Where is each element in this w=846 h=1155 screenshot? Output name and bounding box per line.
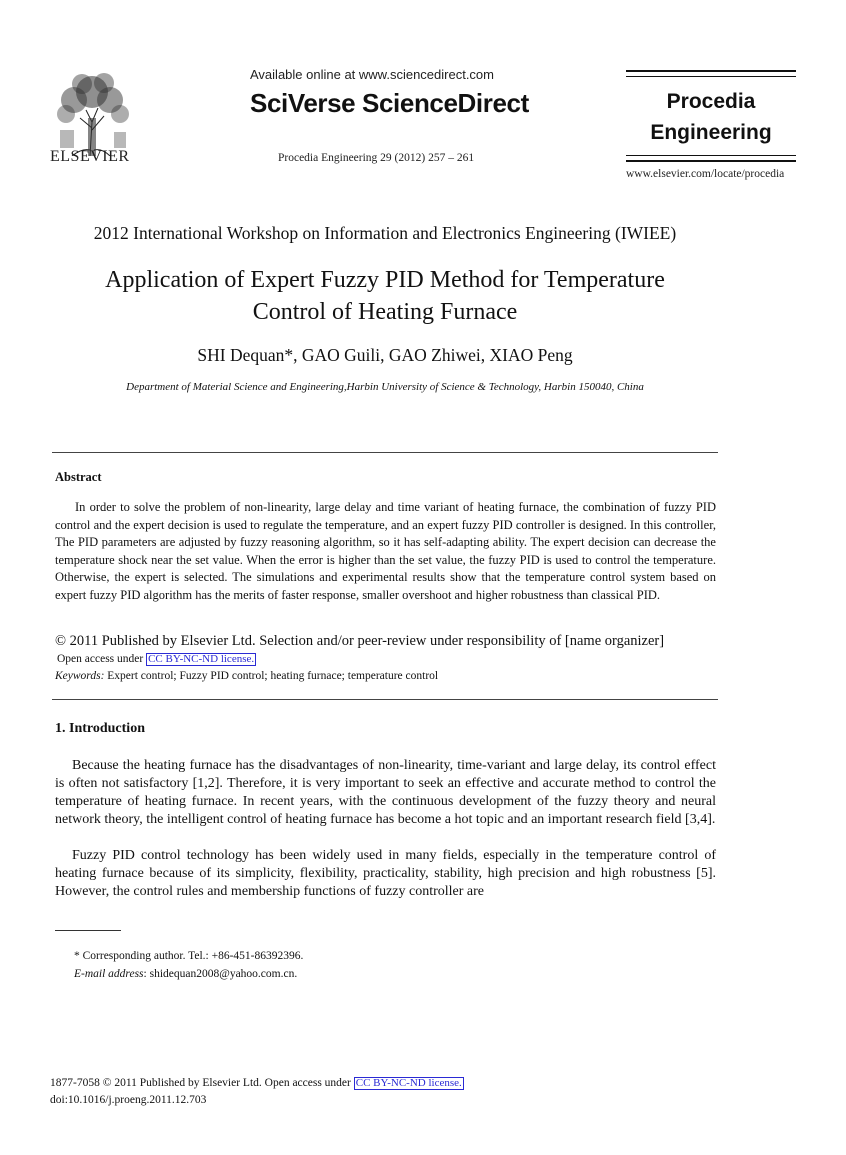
affiliation: Department of Material Science and Engineering,Harbin University of Science & Technology, Harbin 150040, China [126, 381, 644, 393]
footer-issn-line [50, 1077, 464, 1090]
footnote-rule [55, 930, 121, 931]
sciencedirect-brand: SciVerse ScienceDirect [250, 88, 529, 118]
journal-name [626, 86, 796, 148]
keywords-list: Expert control; Fuzzy PID control; heating furnace; temperature control [107, 670, 439, 682]
journal-box-bottom-rule-thin [626, 155, 796, 156]
abstract-heading: Abstract [55, 470, 102, 484]
abstract-top-rule [52, 452, 718, 453]
journal-box-top-rule [626, 70, 796, 72]
footnote-email [74, 968, 297, 980]
journal-box-bottom-rule [626, 160, 796, 162]
footnote-corresponding: * Corresponding author. Tel.: +86-451-86392396. [74, 950, 304, 962]
intro-paragraph-1: Because the heating furnace has the disadvantages of non-linearity, time-variant and large delay, its control effect is often not satisfactory [1,2]. Therefore, it is very important to seek an effective and accurate method to control the temperature of heating furnace. In recent years, with the continuous development of the fuzzy theory and neural network theory, the intelligent control of heating furnace has become a hot topic and an important research field [3,4]. [55, 758, 716, 827]
intro-paragraph-2: Fuzzy PID control technology has been widely used in many fields, especially in the temperature control of heating furnace because of its simplicity, flexibility, practicality, stability, high precision and high robustness [5]. However, the control rules and membership functions of fuzzy controller are [55, 848, 716, 899]
footer-doi: doi:10.1016/j.proeng.2011.12.703 [50, 1094, 207, 1106]
copyright-line: © 2011 Published by Elsevier Ltd. Selection and/or peer-review under responsibility of [name organizer] [55, 633, 665, 649]
email-address[interactable]: : shidequan2008@yahoo.com.cn. [143, 968, 298, 980]
author-list: SHI Dequan*, GAO Guili, GAO Zhiwei, XIAO Peng [197, 345, 573, 365]
footer-issn-prefix: 1877-7058 © 2011 Published by Elsevier Ltd. Open access under [50, 1077, 351, 1089]
keywords-line [55, 670, 438, 682]
license-link[interactable]: CC BY-NC-ND license. [148, 653, 255, 665]
abstract-body: In order to solve the problem of non-linearity, large delay and time variant of heating furnace, the combination of fuzzy PID control and the expert decision is used to regulate the temperature, and an expert fuzzy PID controller is designed. In this controller, The PID parameters are adjusted by fuzzy reasoning algorithm, so it has self-adapting ability. The expert decision can decrease the temperature shock near the set value. When the error is higher than the set value, the fuzzy PID is used to control the temperature. Otherwise, the expert is selected. The simulations and experimental results show that the temperature control system based on expert fuzzy PID algorithm has the merits of faster response, smaller overshoot and higher robustness than classical PID. [55, 500, 716, 602]
email-label: E-mail address [74, 968, 144, 980]
paper-title-line2: Control of Heating Furnace [252, 299, 518, 325]
elsevier-tree-logo [52, 70, 136, 156]
abstract-bottom-rule [52, 699, 718, 700]
journal-reference: Procedia Engineering 29 (2012) 257 – 261 [278, 152, 475, 164]
elsevier-wordmark: ELSEVIER [50, 148, 130, 165]
footer-license-link[interactable]: CC BY-NC-ND license. [355, 1077, 462, 1089]
section-heading-introduction: 1. Introduction [55, 721, 145, 736]
journal-url[interactable]: www.elsevier.com/locate/procedia [626, 168, 785, 180]
open-access-prefix: Open access under [57, 653, 144, 665]
open-access-line [57, 653, 256, 666]
conference-name: 2012 International Workshop on Information and Electronics Engineering (IWIEE) [93, 223, 677, 243]
paper-title-line1: Application of Expert Fuzzy PID Method for Temperature [105, 267, 665, 293]
available-online-text: Available online at www.sciencedirect.com [250, 67, 494, 82]
journal-name-line1: Procedia [666, 90, 756, 113]
paper-title [0, 264, 770, 328]
journal-box-top-rule-thin [626, 76, 796, 77]
keywords-label: Keywords: [55, 670, 105, 682]
journal-name-line2: Engineering [650, 121, 772, 144]
